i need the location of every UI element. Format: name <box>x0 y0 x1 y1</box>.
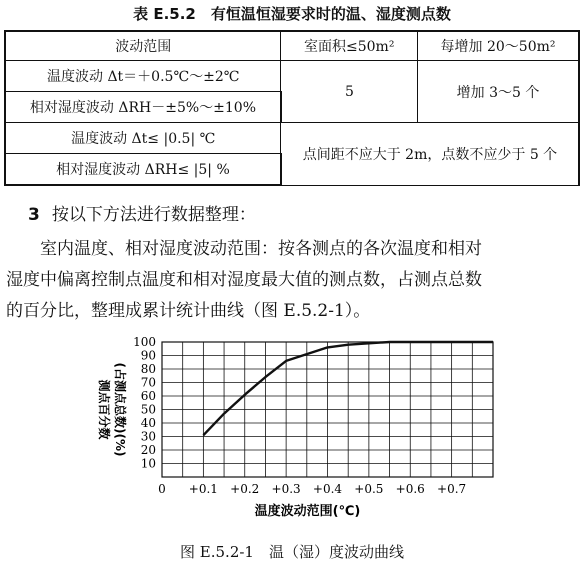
paragraph-line-1: 室内温度、相对湿度波动范围：按各测点的各次温度和相对 <box>40 239 482 259</box>
cell-group1-area: 5 <box>281 61 418 123</box>
y-tick-label: 100 <box>133 335 156 349</box>
fluctuation-curve-chart <box>0 322 584 522</box>
header-range: 波动范围 <box>5 31 281 61</box>
table-header-row <box>5 31 579 61</box>
table-caption: 表 E.5.2 有恒温恒湿要求时的温、湿度测点数 <box>133 5 451 23</box>
table-row <box>5 61 579 92</box>
header-area: 室面积≤50m² <box>281 31 418 61</box>
section-paragraph <box>6 234 578 327</box>
x-tick-label: +0.4 <box>312 482 343 496</box>
y-tick-label: 70 <box>140 375 156 390</box>
y-tick-label: 50 <box>140 402 156 417</box>
x-tick-label: +0.5 <box>354 482 384 496</box>
section-heading-text: 按以下方法进行数据整理： <box>51 205 256 225</box>
figure-caption: 图 E.5.2-1 温（湿）度波动曲线 <box>180 543 404 561</box>
measurement-points-table <box>4 30 580 186</box>
y-axis-label-line2: (占测点总数)(%) <box>113 362 127 457</box>
x-tick-label: +0.2 <box>230 482 260 496</box>
x-tick-label: +0.6 <box>395 482 425 496</box>
y-tick-label: 10 <box>140 456 156 471</box>
y-tick-label: 30 <box>140 429 156 444</box>
y-tick-labels <box>133 335 156 471</box>
section-number: 3 <box>28 205 40 225</box>
paragraph-line-3: 的百分比，整理成累计统计曲线（图 E.5.2-1）。 <box>6 301 371 321</box>
x-tick-label: 0 <box>158 482 166 496</box>
section-heading <box>28 200 256 225</box>
cell-rh-range-2: 相对湿度波动 ΔRH≤ |5| % <box>5 154 281 186</box>
y-axis-label-line1: 测点百分数 <box>97 379 111 440</box>
x-tick-label: +0.7 <box>437 482 467 496</box>
y-tick-label: 60 <box>140 389 156 403</box>
y-tick-label: 90 <box>140 348 156 363</box>
x-axis-label: 温度波动范围(℃) <box>254 504 361 519</box>
x-tick-label: +0.1 <box>188 482 218 496</box>
y-tick-label: 40 <box>140 416 156 430</box>
header-increment: 每增加 20～50m² <box>418 31 579 61</box>
paragraph-line-2: 湿度中偏离控制点温度和相对湿度最大值的测点数，占测点总数 <box>6 270 482 290</box>
cell-temp-range-1: 温度波动 Δt＝＋0.5℃～±2℃ <box>5 61 281 92</box>
y-tick-label: 20 <box>140 443 156 457</box>
cell-rh-range-1: 相对湿度波动 ΔRH－±5%～±10% <box>5 92 281 123</box>
x-tick-label: +0.3 <box>271 482 301 496</box>
y-tick-label: 80 <box>140 362 156 376</box>
chart-grid <box>162 342 493 477</box>
cell-temp-range-2: 温度波动 Δt≤ |0.5| ℃ <box>5 123 281 154</box>
cell-group2-note: 点间距不应大于 2m，点数不应少于 5 个 <box>281 123 579 186</box>
x-tick-labels <box>158 482 466 496</box>
table-row <box>5 123 579 154</box>
cell-group1-increment: 增加 3～5 个 <box>418 61 579 123</box>
